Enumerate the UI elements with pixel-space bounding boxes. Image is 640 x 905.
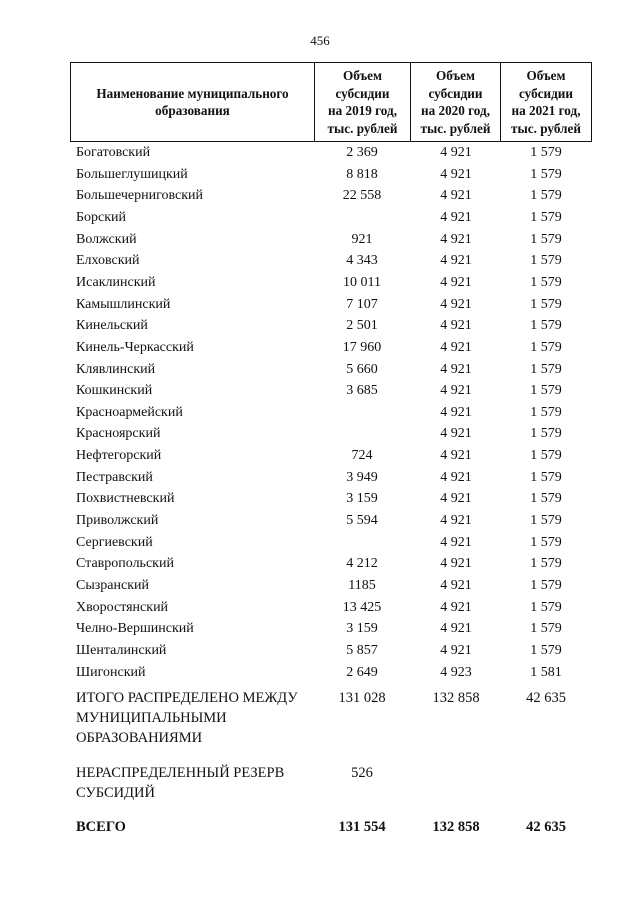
subsidy-2020: 4 921 — [440, 448, 472, 464]
subsidy-2019: 7 107 — [346, 296, 378, 312]
municipality-name: Большечерниговский — [76, 188, 204, 204]
subsidy-2020: 4 921 — [440, 534, 472, 550]
subsidy-2021: 1 579 — [530, 231, 562, 247]
subsidy-2021: 1 579 — [530, 448, 562, 464]
subsidy-2020: 4 921 — [440, 383, 472, 399]
municipality-name: Кошкинский — [76, 383, 153, 399]
table-row — [0, 250, 640, 271]
subsidy-2021: 1 579 — [530, 534, 562, 550]
subsidy-2021: 1 579 — [530, 296, 562, 312]
subsidy-2019: 3 685 — [346, 383, 378, 399]
subsidy-2021: 1 579 — [530, 209, 562, 225]
grand-total-2021: 42 635 — [526, 819, 566, 835]
table-row — [0, 532, 640, 553]
subsidy-2020: 4 921 — [440, 296, 472, 312]
municipality-name: Пестравский — [76, 469, 153, 485]
subsidy-2019: 4 212 — [346, 556, 378, 572]
subsidy-2020: 4 921 — [440, 209, 472, 225]
subsidy-2020: 4 921 — [440, 426, 472, 442]
subsidy-2020: 4 921 — [440, 642, 472, 658]
subsidy-2021: 1 579 — [530, 426, 562, 442]
subsidy-2021: 1 579 — [530, 642, 562, 658]
header-line: субсидии — [428, 85, 483, 101]
municipality-name: Шигонский — [76, 664, 146, 680]
subsidy-2020: 4 921 — [440, 339, 472, 355]
header-line: тыс. рублей — [511, 120, 581, 136]
subsidy-2019: 2 369 — [346, 145, 378, 160]
table-row — [0, 618, 640, 639]
subsidy-2021: 1 579 — [530, 361, 562, 377]
header-line: Объем — [435, 68, 476, 83]
municipality-name: Приволжский — [76, 513, 159, 529]
header-2021 — [501, 63, 592, 142]
subsidy-2019: 5 857 — [346, 642, 378, 658]
table-row — [0, 164, 640, 185]
header-line: на 2019 год, — [327, 103, 397, 118]
table-row — [0, 185, 640, 206]
table-row — [0, 510, 640, 531]
header-line: Наименование муниципального — [96, 85, 289, 101]
header-2019 — [315, 63, 411, 142]
subsidy-2020: 4 921 — [440, 599, 472, 615]
subsidy-2020: 4 921 — [440, 513, 472, 529]
table-row — [0, 359, 640, 380]
table-row — [0, 445, 640, 466]
municipality-name: Волжский — [76, 231, 137, 247]
label-line: ОБРАЗОВАНИЯМИ — [76, 730, 203, 746]
municipality-name: Клявлинский — [76, 361, 156, 377]
subsidy-2020: 4 921 — [440, 621, 472, 637]
subsidy-2021: 1 579 — [530, 513, 562, 529]
total-distributed-2021: 42 635 — [526, 690, 566, 706]
subsidy-2019: 5 594 — [346, 513, 378, 529]
subsidy-2019: 8 818 — [346, 166, 378, 182]
subsidy-2019: 3 949 — [346, 469, 378, 485]
total-distributed-label — [76, 688, 298, 748]
municipality-name: Ставропольский — [76, 556, 174, 572]
municipality-name: Исаклинский — [76, 274, 156, 290]
table-row — [0, 229, 640, 250]
subsidy-2021: 1 579 — [530, 166, 562, 182]
subsidy-2019: 17 960 — [342, 339, 382, 355]
subsidy-2021: 1 579 — [530, 556, 562, 572]
municipality-name: Кинельский — [76, 318, 148, 334]
page-number: 456 — [310, 33, 330, 48]
subsidy-2020: 4 921 — [440, 469, 472, 485]
municipality-name: Челно-Вершинский — [76, 621, 194, 637]
table-row — [0, 207, 640, 228]
subsidy-2021: 1 579 — [530, 318, 562, 334]
total-distributed-2019: 131 028 — [338, 690, 386, 706]
table-row — [0, 575, 640, 596]
table-row — [0, 272, 640, 293]
header-2020 — [411, 63, 501, 142]
subsidy-2021: 1 579 — [530, 491, 562, 507]
subsidy-2021: 1 579 — [530, 621, 562, 637]
municipality-name: Похвистневский — [76, 491, 175, 507]
header-line: Объем — [526, 68, 566, 83]
header-municipality — [71, 63, 315, 142]
subsidy-2019: 3 159 — [346, 491, 378, 507]
subsidy-2020: 4 921 — [440, 188, 472, 204]
grand-total-label: ВСЕГО — [76, 819, 126, 835]
subsidy-2021: 1 581 — [530, 664, 562, 680]
subsidy-2019: 2 649 — [346, 664, 378, 680]
header-line: Объем — [342, 68, 383, 83]
municipality-name: Шенталинский — [76, 642, 167, 658]
municipality-name: Сызранский — [76, 578, 149, 593]
table-row — [0, 662, 640, 683]
municipality-name: Красноармейский — [76, 404, 183, 420]
table-row — [0, 597, 640, 618]
table-row — [0, 315, 640, 336]
subsidy-2019: 4 343 — [346, 253, 378, 269]
table-row — [0, 380, 640, 401]
subsidy-2020: 4 921 — [440, 318, 472, 334]
grand-total-2020: 132 858 — [432, 819, 480, 835]
total-distributed-2020: 132 858 — [432, 690, 480, 706]
municipality-name: Борский — [76, 209, 127, 225]
header-line: на 2021 год, — [511, 103, 581, 118]
reserve-2019: 526 — [351, 765, 373, 781]
header-line: субсидии — [335, 85, 390, 101]
subsidy-2019: 2 501 — [346, 318, 378, 334]
subsidy-2021: 1 579 — [530, 253, 562, 269]
subsidy-2019: 13 425 — [342, 599, 382, 615]
label-line: ИТОГО РАСПРЕДЕЛЕНО МЕЖДУ — [76, 690, 298, 706]
reserve-label — [76, 763, 284, 803]
subsidy-2019: 724 — [351, 448, 373, 464]
subsidy-2021: 1 579 — [530, 339, 562, 355]
subsidy-2021: 1 579 — [530, 383, 562, 399]
subsidy-2021: 1 579 — [530, 578, 562, 593]
subsidy-2021: 1 579 — [530, 188, 562, 204]
subsidy-2020: 4 923 — [440, 664, 472, 680]
subsidy-2020: 4 921 — [440, 253, 472, 269]
subsidy-2020: 4 921 — [440, 231, 472, 247]
municipality-name: Большеглушицкий — [76, 166, 188, 182]
subsidy-2020: 4 921 — [440, 145, 472, 160]
header-line: на 2020 год, — [420, 103, 490, 118]
subsidy-2019: 921 — [351, 231, 373, 247]
subsidy-2020: 4 921 — [440, 166, 472, 182]
subsidy-2021: 1 579 — [530, 274, 562, 290]
municipality-name: Сергиевский — [76, 534, 153, 550]
subsidy-2020: 4 921 — [440, 556, 472, 572]
grand-total-2019: 131 554 — [338, 819, 386, 835]
subsidy-2019: 5 660 — [346, 361, 378, 377]
label-line: СУБСИДИЙ — [76, 785, 155, 801]
municipality-name: Хворостянский — [76, 599, 169, 615]
municipality-name: Елховский — [76, 253, 140, 269]
header-line: тыс. рублей — [420, 120, 491, 136]
header-line: субсидии — [518, 85, 573, 101]
subsidy-2019: 22 558 — [342, 188, 382, 204]
subsidy-2020: 4 921 — [440, 404, 472, 420]
subsidy-2020: 4 921 — [440, 491, 472, 507]
label-line: НЕРАСПРЕДЕЛЕННЫЙ РЕЗЕРВ — [76, 765, 285, 781]
label-line: МУНИЦИПАЛЬНЫМИ — [76, 710, 227, 726]
header-line: образования — [155, 103, 230, 118]
subsidy-2019: 1185 — [348, 578, 376, 593]
subsidy-2020: 4 921 — [440, 361, 472, 377]
subsidy-2019: 10 011 — [343, 274, 381, 290]
municipality-name: Кинель-Черкасский — [76, 339, 194, 355]
municipality-name: Красноярский — [76, 426, 161, 442]
header-line: тыс. рублей — [327, 120, 398, 136]
table-row — [0, 553, 640, 574]
table-row — [0, 142, 640, 163]
municipality-name: Богатовский — [76, 145, 151, 160]
subsidy-2019: 3 159 — [346, 621, 378, 637]
table-header — [70, 62, 592, 142]
table-row — [0, 488, 640, 509]
subsidy-2021: 1 579 — [530, 145, 562, 160]
table-row — [0, 467, 640, 488]
table-row — [0, 402, 640, 423]
subsidy-2020: 4 921 — [440, 578, 472, 593]
table-row — [0, 640, 640, 661]
table-row — [0, 337, 640, 358]
municipality-name: Нефтегорский — [76, 448, 162, 464]
subsidy-2021: 1 579 — [530, 404, 562, 420]
municipality-name: Камышлинский — [76, 296, 171, 312]
table-row — [0, 423, 640, 444]
subsidy-2020: 4 921 — [440, 274, 472, 290]
subsidy-2021: 1 579 — [530, 599, 562, 615]
subsidy-2021: 1 579 — [530, 469, 562, 485]
table-row — [0, 294, 640, 315]
